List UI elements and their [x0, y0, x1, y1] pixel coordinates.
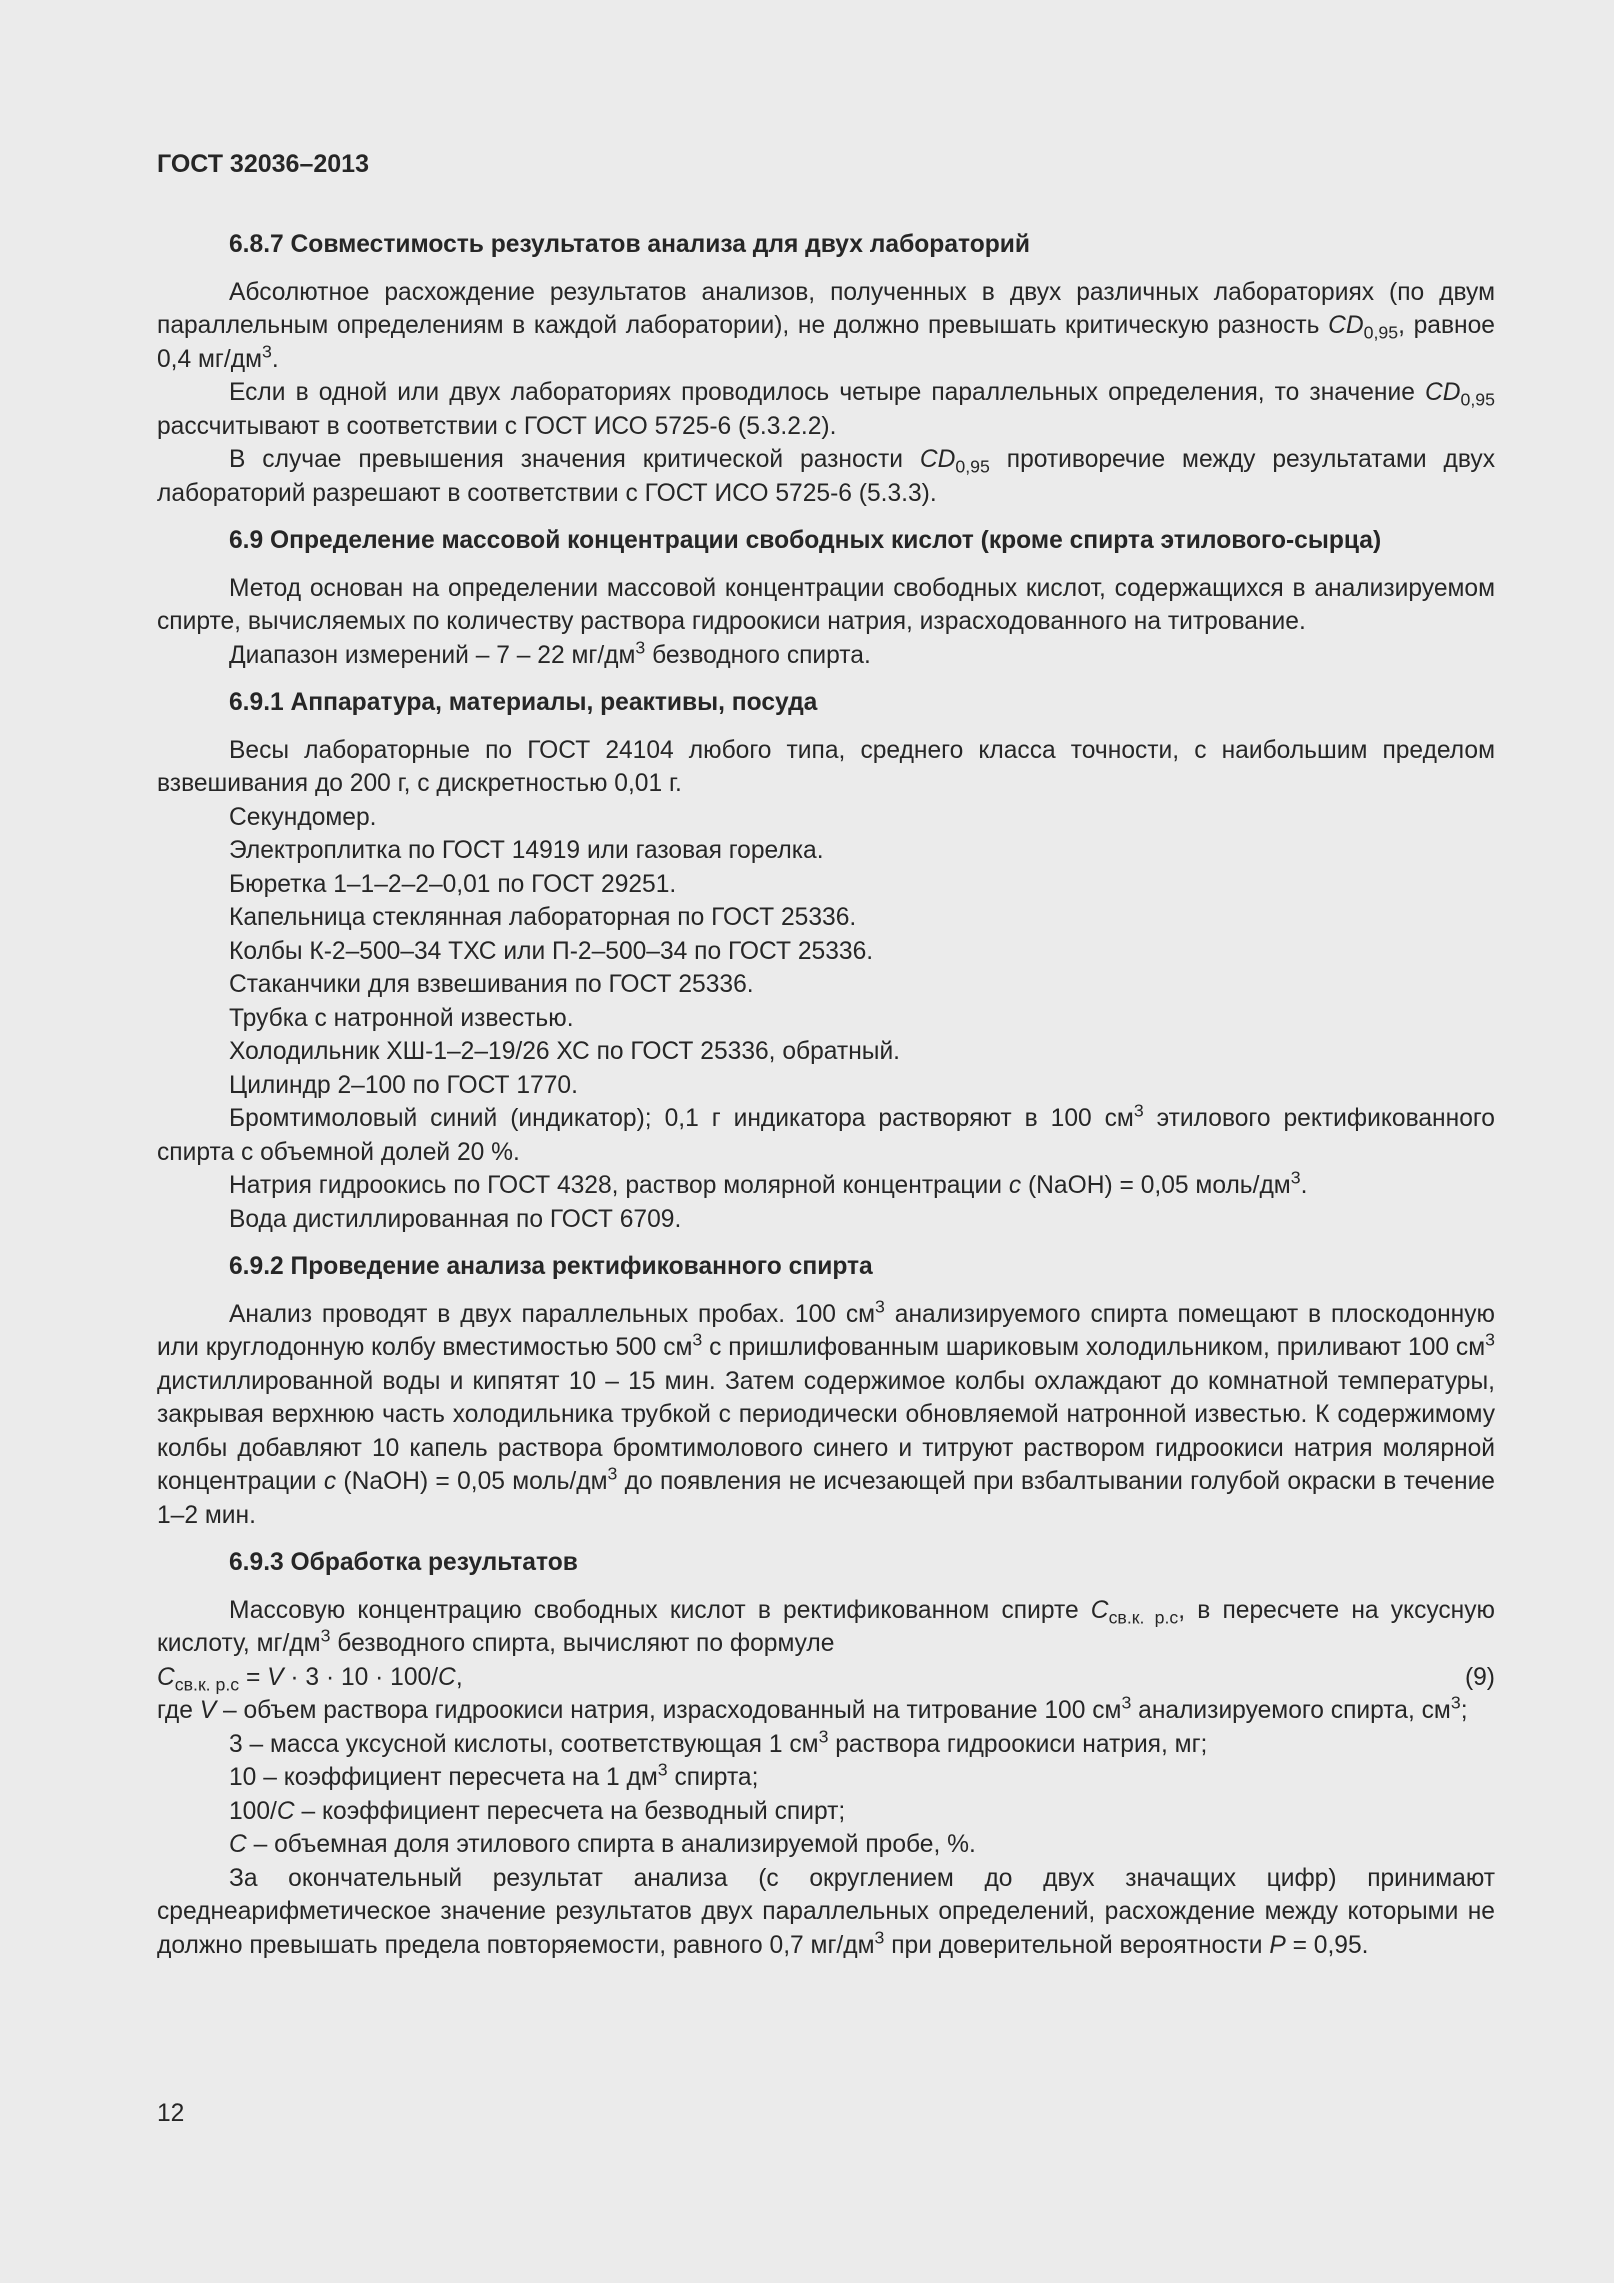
list-item: Весы лабораторные по ГОСТ 24104 любого типа, среднего класса точности, с наибольшим пределом взвешивания до 200 г, с дискретностью 0,01 г.	[157, 736, 1495, 797]
section-heading-6-8-7: 6.8.7 Совместимость результатов анализа для двух лабораторий	[229, 231, 1031, 258]
paragraph-6-8-7-1: Абсолютное расхождение результатов анализов, полученных в двух различных лабораториях (по двум параллельным определениям в каждой лаборатории), не должно превышать критическую разность $CD_{0,95}$, равное 0,4 $мг/дм^3$.	[157, 278, 1495, 373]
formula-9: $C_{св.к. р.с} = V \cdot 3 \cdot 10 \cdot 100/C$, (9)	[157, 1661, 1495, 1695]
list-item: Бюретка 1–1–2–2–0,01 по ГОСТ 29251.	[229, 870, 677, 898]
section-heading-6-9-1: 6.9.1 Аппаратура, материалы, реактивы, посуда	[229, 689, 818, 716]
list-item: Бромтимоловый синий (индикатор); 0,1 г индикатора растворяют в 100 $см^3$ этилового ректификованного спирта с объемной долей 20 %.	[157, 1100, 1495, 1166]
section-heading-6-9: 6.9 Определение массовой концентрации свободных кислот (кроме спирта этилового-сырца)	[229, 527, 1382, 554]
paragraph-6-9-2: Диапазон измерений – 7 – 22 $мг/дм^3$ безводного спирта.	[229, 636, 871, 669]
paragraph-6-8-7-3: В случае превышения значения критической разности $CD_{0,95}$ противоречие между результатами двух лабораторий разрешают в соответствии с ГОСТ ИСО 5725-6 (5.3.3).	[157, 446, 1495, 507]
paragraph-6-8-7-2: Если в одной или двух лабораториях проводилось четыре параллельных определения, то значение $CD_{0,95}$ рассчитывают в соответствии с ГОСТ ИСО 5725-6 (5.3.2.2).	[157, 379, 1495, 440]
document-body	[157, 228, 1495, 1962]
formula-term: 3 – масса уксусной кислоты, соответствующая 1 $см^3$ раствора гидроокиси натрия, мг;	[229, 1725, 1208, 1758]
paragraph-6-9-1: Метод основан на определении массовой концентрации свободных кислот, содержащихся в анализируемом спирте, вычисляемых по количеству раствора гидроокиси натрия, израсходованного на титрование.	[157, 574, 1495, 635]
list-item: Натрия гидроокись по ГОСТ 4328, раствор молярной концентрации c (NaOH) = 0,05 моль/$дм^3$.	[229, 1167, 1308, 1199]
list-item: Вода дистиллированная по ГОСТ 6709.	[229, 1205, 682, 1233]
formula-term: 100/C – коэффициент пересчета на безводный спирт;	[229, 1797, 846, 1825]
list-item: Стаканчики для взвешивания по ГОСТ 25336.	[229, 971, 754, 998]
list-item: Трубка с натронной известью.	[229, 1004, 574, 1032]
paragraph-6-9-3-1: Массовую концентрацию свободных кислот в ректификованном спирте $C_{св.к. р.с}$, в пересчете на уксусную кислоту, $мг/дм^3$ безводного спирта, вычисляют по формуле	[157, 1596, 1496, 1657]
formula-term: 10 – коэффициент пересчета на 1 $дм^3$ спирта;	[229, 1759, 759, 1791]
formula-term: C – объемная доля этилового спирта в анализируемой пробе, %.	[229, 1831, 976, 1858]
list-item: Капельница стеклянная лабораторная по ГОСТ 25336.	[229, 904, 857, 931]
formula-where-line: где V – объем раствора гидроокиси натрия, израсходованный на титрование 100 $см^3$ анализируемого спирта, $см^3$;	[157, 1692, 1468, 1724]
paragraph-6-9-2-1: Анализ проводят в двух параллельных пробах. 100 $см^3$ анализируемого спирта помещают в плоскодонную или круглодонную колбу вместимостью 500 $см^3$ с пришлифованным шариковым холодильником, приливают 100 $см^3$ дистиллированной воды и кипятят 10 – 15 мин. Затем содержимое колбы охлаждают до комнатной температуры, закрывая верхнюю часть холодильника трубкой с периодически обновляемой натронной известью. К содержимому колбы добавляют 10 капель раствора бромтимолового синего и титруют раствором гидроокиси натрия молярной концентрации c (NaOH) = 0,05 моль/$дм^3$ до появления не исчезающей при взбалтывании голубой окраски в течение 1–2 мин.	[157, 1295, 1495, 1529]
list-item: Колбы К-2–500–34 ТХС или П-2–500–34 по ГОСТ 25336.	[229, 937, 874, 965]
list-item: Секундомер.	[229, 803, 377, 831]
list-item: Цилиндр 2–100 по ГОСТ 1770.	[229, 1071, 578, 1099]
section-heading-6-9-2: 6.9.2 Проведение анализа ректификованного спирта	[229, 1253, 873, 1280]
section-heading-6-9-3: 6.9.3 Обработка результатов	[229, 1549, 578, 1576]
paragraph-6-9-3-final: За окончательный результат анализа (с округлением до двух значащих цифр) принимают среднеарифметическое значение результатов двух параллельных определений, расхождение между которыми не должно превышать предела повторяемости, равного 0,7 $мг/дм^3$ при доверительной вероятности P = 0,95.	[157, 1864, 1495, 1959]
document-code-header: ГОСТ 32036–2013	[157, 150, 369, 178]
list-item: Холодильник ХШ-1–2–19/26 ХС по ГОСТ 25336, обратный.	[229, 1038, 901, 1065]
page-number: 12	[157, 2100, 185, 2127]
list-item: Электроплитка по ГОСТ 14919 или газовая горелка.	[229, 837, 824, 864]
equation-number: (9)	[1464, 1663, 1495, 1691]
